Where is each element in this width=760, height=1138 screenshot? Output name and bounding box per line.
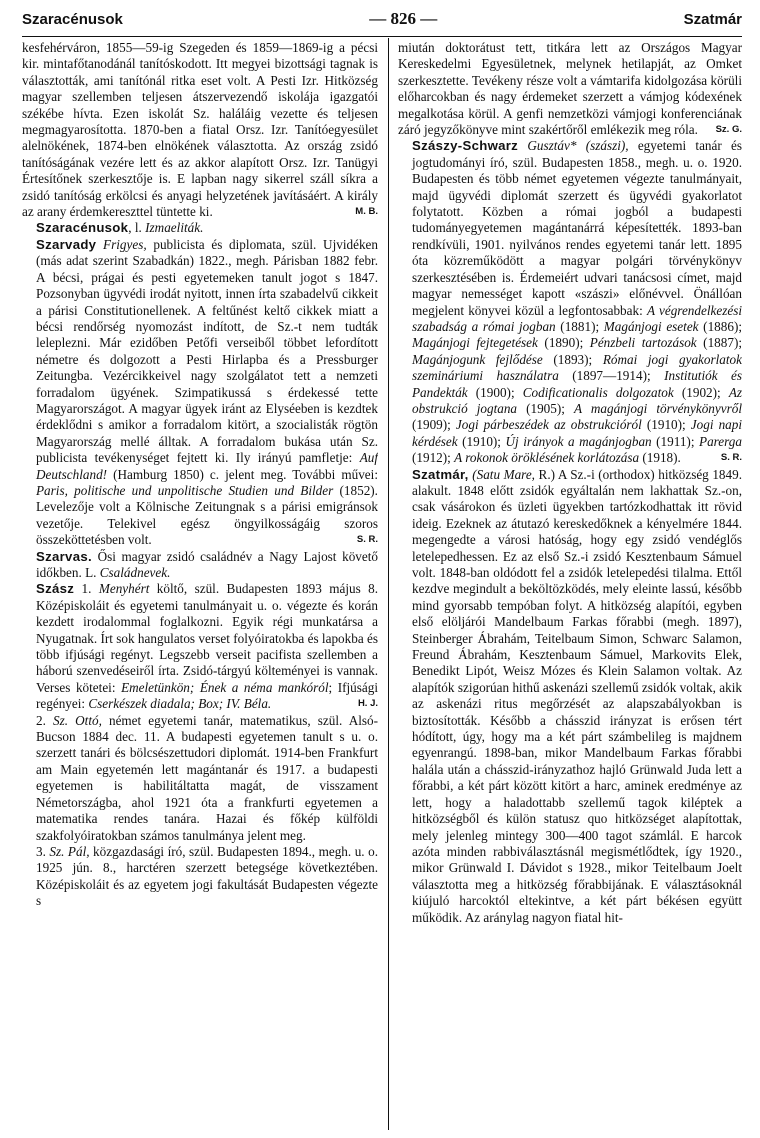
running-header bbox=[22, 8, 742, 30]
entry-szaszy-schwarz: Szászy-Schwarz Gusztáv* (szászi), egyetemi tanár és jogtudományi író, szül. Budapesten 1858., megh. u. o. 1920. Budapesten és több német egyetemen végezte tanulmányait, majd ügyvédi diplomát szerzett és ügyvédi gyakorlatot folytatott. Közben a római jogból a budapesti tudományegyetemen magántanárrá képesítették. 1893-ban rendkívüli, 1901. nyilvános rendes egyetemi tanár lett. 1895 óta közreműködött a magyar polgári törvénykönyv szerkesztésében is. Érdemeiért udvari tanácsosi címet, majd magyar nemességet kapott «szászi» előnévvel. Önállóan megjelent könyvei közül a legfontosabbak: A végrendelkezési szabadság a római jogban (1881); Magánjogi esetek (1886); Magánjogi fejtegetések (1890); Pénzbeli tartozások (1887); Magánjogunk fejlődése (1893); Római jogi gyakorlatok szemináriumi használatra (1897—1914); Institutiók és Pandekták (1900); Codificationalis dolgozatok (1902); Az obstrukció jogtana (1905); A magánjogi törvénykönyvről (1909); Jogi párbeszédek az obstrukcióról (1910); Jogi napi kérdések (1910); Új irányok a magánjogban (1911); Parerga (1912); A rokonok öröklésének korlátozása (1918). S. R. bbox=[412, 138, 742, 466]
entry-szasz-menyhert: Szász 1. Menyhért költő, szül. Budapesten 1893 május 8. Középiskoláit és egyetemi tanulmányait u. o. végezte és korán kezdett irodalommal foglalkozni. Egyik régi munkatársa a Nyugatnak. Írt sok hangulatos verset folyóiratokba és lapokba és több ifjúsági regényt. Legszebb verseit pacifista szellemben a háború szenvedéseiről írta. Zsidó-tárgyú költeményei is vannak. Verses kötetei: Emeletünkön; Ének a néma mankóról; Ifjúsági regényei: Cserkészek diadala; Box; IV. Béla. H. J. bbox=[36, 581, 378, 712]
entry-continuation: kesfehérváron, 1855—59-ig Szegeden és 1859—1869-ig a pécsi kir. mintafőtanodánál tanítóskodott. Itt megyei bizottsági tagnak is választották, ami tanítónál ritka eset volt. A Pesti Izr. Hitközség magyar szellemben teljesen átszervezendő iskolája igazgatói székébe hívta. Ezen iskolát Sz. haláláig vezette és teljesen megmagyarosította. 1870-ben a fiatal Orsz. Izr. Tanítóegyesület alelnökének, 1874-ben elnökének választotta. Az ország zsidó tanítóságának vezére lett és az akkor alapított Orsz. Izr. Tanügyi Értesítőnek szerkesztője is. E lapban nagy sikerrel száll síkra a zsidó tanítóság erkölcsi és anyagi helyzetének javításáért. A király az arany érdemkereszttel tüntette ki. M. B. bbox=[22, 40, 378, 220]
entry-headword: Szász bbox=[36, 581, 75, 597]
header-left-keyword: Szaracénusok bbox=[22, 10, 123, 28]
entry-headword: Szarvady bbox=[36, 236, 97, 252]
entry-headword: Szaracénusok bbox=[36, 220, 129, 236]
column-divider bbox=[388, 38, 389, 1130]
entry-headword: Szatmár, bbox=[412, 466, 469, 482]
cross-reference: Izmaeliták. bbox=[145, 220, 204, 236]
header-rule bbox=[22, 36, 742, 37]
right-column bbox=[398, 40, 742, 1132]
author-signature: M. B. bbox=[355, 206, 378, 218]
author-signature: S. R. bbox=[356, 534, 378, 546]
header-right-keyword: Szatmár bbox=[683, 10, 742, 28]
entry-headword: Szászy-Schwarz bbox=[412, 138, 519, 154]
author-signature: H. J. bbox=[357, 698, 378, 710]
entry-continuation: miután doktorátust tett, titkára lett az Országos Magyar Kereskedelmi Egyesületnek, melynek hetilapját, az Omket szerkesztette. Tevékeny része volt a vámtarifa kidolgozása körüli előharcokban és nagy érdemeket szerzett a vámjog kódexének megalkotása körül. A genfi nemzetközi vámjogi konferenciának záró jegyzőkönyve mint szakértőről emlékezik meg róla. Sz. G. bbox=[398, 40, 742, 138]
entry-szatmar: Szatmár, (Satu Mare, R.) A Sz.-i (orthodox) hitközség 1849. alakult. 1848 előtt zsidók egyáltalán nem lakhattak Sz.-on, csak vásárokon és üzleti ügyekben tartózkodhattak itt rövid ideig. Ezeknek az átutazó kereskedőknek a kényelmére 1844. megengedte a városi hatóság, hogy egy zsidó vendéglős letelepedhessen. Ez az első Sz.-i zsidó Kesztenbaum Sámuel volt. 1848-ban oldódott fel a zsidók letelepedési tilalma. Ettől kezdve megindult a beköltözködés, mely eleinte lassú, később mind gyorsabb tempóban folyt. A hitközség alapítói, egyben első elöljárói Mandelbaum Farkas főrabbi (megh. 1897), Steinberger Ábrahám, Teitelbaum Simon, Schwarc Salamon, Freund Ábrahám, Kesztenbaum Sámuel, Markovits Elek, Benedikt Lipót, Weisz Mózes és Klein Salamon voltak. Az alapítók szigorúan hithű askenázi szellemű zsidók voltak, akik az askenázi ritus megőrzését az alapszabályokban is biztosították. Később a chásszid irányzat is erősen tért hódított, úgy, hogy ma a két párt számbelileg is majdnem egyenrangú. 1898-ban, mikor Mandelbaum Farkas főrabbi halála után a chásszid-irányzathoz hajló Grünwald Juda lett a főrabbi, a két párt között kitört a harc, aminek eredménye az lett, hogy a haladottabb szellemű tagok kiléptek a hitközségből és külön statusz quo hitközséget alapítottak, mely jelenleg mintegy 300—400 tagot számlál. E harcok azóta minden rabbiválasztásnál megismétlődtek, így 1920., mikor Grünwald I. Dávidot s 1928., mikor Teitelbaum Joelt választotta meg a hitközség főrabbijának. E választásoknál kiújuló harcoktól eltekintve, a két párt békésen együtt működik. Az aránylag nagyon fiatal hit- bbox=[412, 466, 742, 925]
entry-headword: Szarvas. bbox=[36, 548, 92, 564]
author-signature: S. R. bbox=[720, 452, 742, 464]
entry-szarvady: Szarvady Frigyes, publicista és diplomata, szül. Ujvidéken (más adat szerint Szabadkán) 1822., megh. Párisban 1882 febr. A bécsi, prágai és pesti egyetemeken tanult jogot s 1847. Pozsonyban ügyvédi irodát nyitott, innen írta szabadelvű cikkeit a párisi Constitutionellenek. A feltűnést keltő cikkek miatt a bécsi rendőrség nyomozást indított, de Sz.-t nem tudták leleplezni. Már ezidőben Petőfi verseiből többet lefordított németre és dolgozott a Pesti Hirlapba és a Pressburger Zeitungba. Vezércikkeivel nagy szolgálatot tett a nemzeti forradalom ügyének. Szimpatikussá s érdekessé tette Magyarországot. A magyar ügyek iránt az Elyséeben is kezdtek érdeklődni s amikor a forradalom kitört, a szocialisták rögtön Magyarország mellé álltak. A forradalom bukása után Sz. publicista tevékenységet fejtett ki. Ily irányú pamfletje: Auf Deutschland! (Hamburg 1850) c. jelent meg. További művei: Paris, politische und unpolitische Studien und Bilder (1852). Levelezője volt a Kölnische Zeitungnak s a párisi emigránsok vezetője. Telekivel egész öngyilkosságáig szoros összeköttetésben volt. S. R. bbox=[36, 236, 378, 548]
entry-szaracenusok: Szaracénusok, l. Izmaeliták. bbox=[36, 220, 204, 236]
left-column bbox=[22, 40, 378, 1132]
entry-szasz-pal: 3. Sz. Pál, közgazdasági író, szül. Budapesten 1894., megh. u. o. 1925 jún. 8., harctéren szerzett betegsége következtében. Középiskoláit és az egyetem jogi fakultását Budapesten végezte s bbox=[36, 843, 378, 909]
cross-reference: Családnevek. bbox=[99, 565, 171, 580]
page-number: — 826 — bbox=[369, 9, 438, 28]
entry-szarvas: Szarvas. Ősi magyar zsidó családnév a Nagy Lajost követő időkben. L. Családnevek. bbox=[36, 548, 378, 580]
author-signature: Sz. G. bbox=[715, 124, 742, 136]
entry-szasz-otto: 2. Sz. Ottó, német egyetemi tanár, matematikus, szül. Alsó-Bucson 1884 dec. 11. A budapesti egyetemen tanult s u. o. szerzett tanári és bölcsészettudori diplomát. 1914-ben Frankfurt am Main egyetemén lett magántanár és 1917. a budapesti egyetemen is habilitáltatta magát, de visszament Németországba, ahol 1921 óta a frankfurti egyetemen a matematika rendes tanára. Hazai és főkép külföldi szakfolyóiratokban számos tanulmánya jelent meg. bbox=[36, 712, 378, 843]
